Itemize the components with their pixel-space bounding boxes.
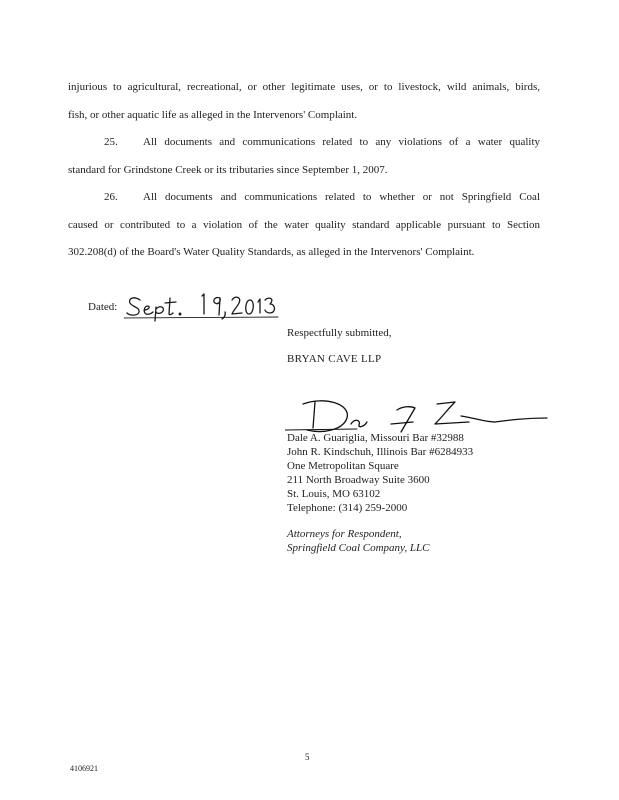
page-number: 5 (305, 752, 310, 762)
handwritten-date (124, 288, 280, 322)
attorney-name-1: Dale A. Guariglia, Missouri Bar #32988 (287, 432, 464, 444)
para26-line1: All documents and communications related to whether or not Springfield Coal (143, 191, 540, 203)
attorneys-for-line: Attorneys for Respondent, (287, 528, 402, 540)
para24-line2: fish, or other aquatic life as alleged in the Intervenors' Complaint. (68, 109, 358, 121)
client-name: Springfield Coal Company, LLC (287, 542, 430, 554)
telephone: Telephone: (314) 259-2000 (287, 502, 408, 514)
firm-name: BRYAN CAVE LLP (287, 353, 382, 365)
para26-line3: 302.208(d) of the Board's Water Quality Standards, as alleged in the Intervenors' Complaint. (68, 246, 475, 258)
attorney-name-2: John R. Kindschuh, Illinois Bar #6284933 (287, 446, 474, 458)
dated-label: Dated: (88, 301, 118, 313)
address-line-2: 211 North Broadway Suite 3600 (287, 474, 430, 486)
para25-line2: standard for Grindstone Creek or its tributaries since September 1, 2007. (68, 164, 388, 176)
respectfully-submitted: Respectfully submitted, (287, 327, 392, 339)
para25-number: 25. (104, 136, 118, 148)
address-line-3: St. Louis, MO 63102 (287, 488, 381, 500)
document-id: 4106921 (70, 764, 98, 773)
para25-line1: All documents and communications related to any violations of a water quality (143, 136, 540, 148)
address-line-1: One Metropolitan Square (287, 460, 399, 472)
para24-line1: injurious to agricultural, recreational, or other legitimate uses, or to livestock, wild animals, birds, (68, 81, 540, 93)
para26-number: 26. (104, 191, 118, 203)
para26-line2: caused or contributed to a violation of the water quality standard applicable pursuant to Section (68, 219, 540, 231)
